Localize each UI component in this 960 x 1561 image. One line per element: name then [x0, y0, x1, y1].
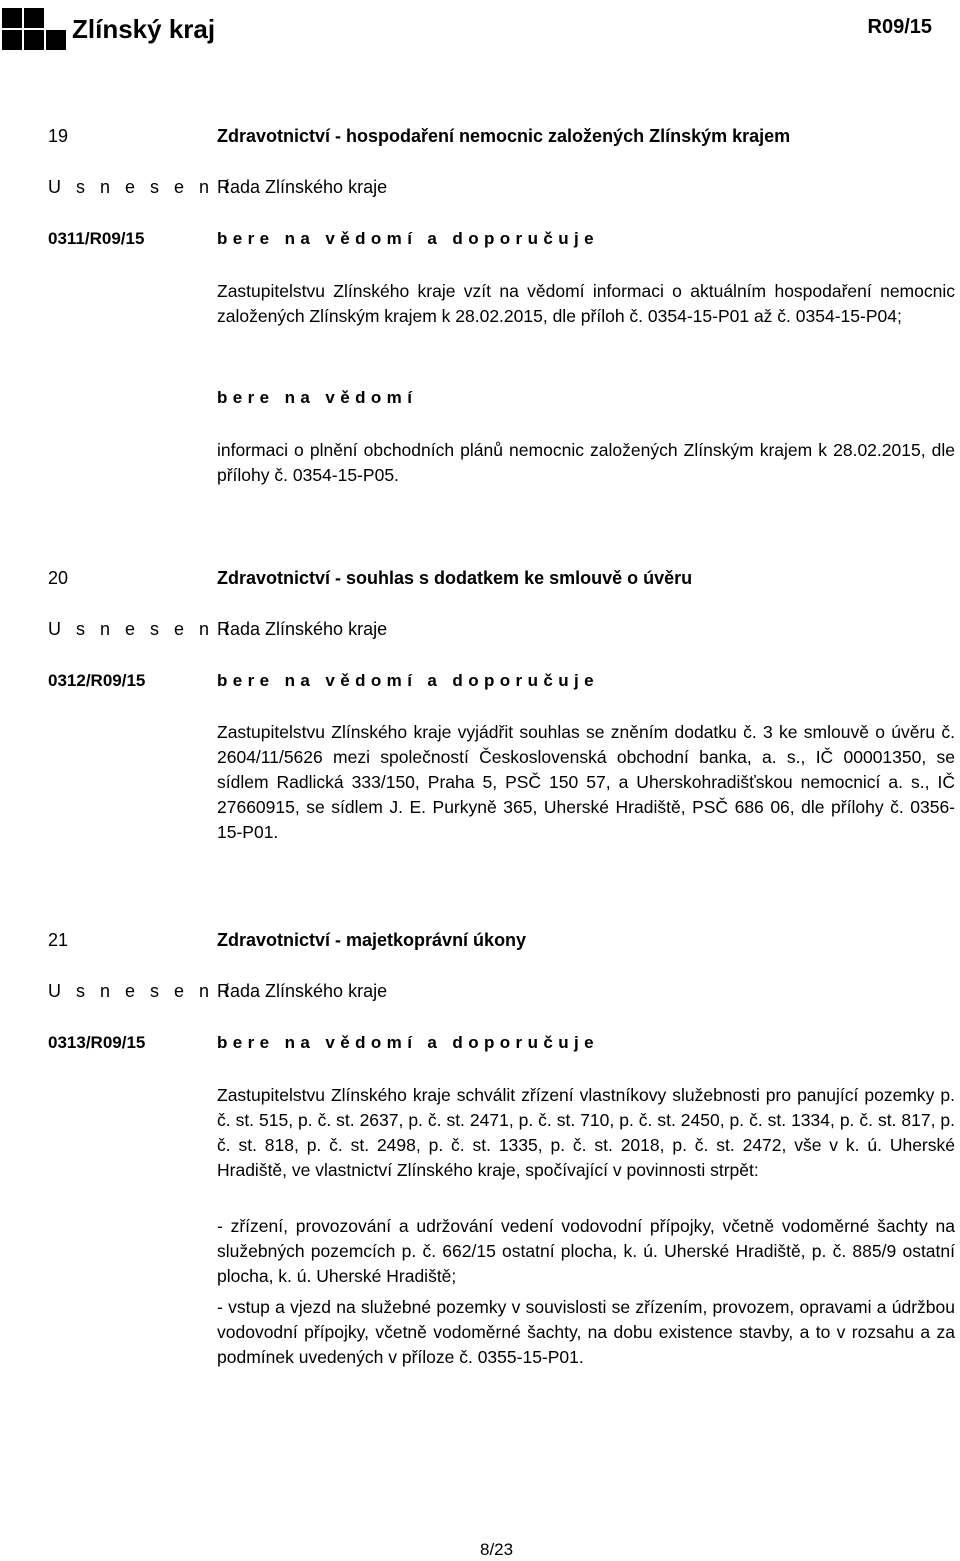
issuing-body: Rada Zlínského kraje: [217, 981, 388, 1001]
resolution-code: 0311/R09/15: [48, 229, 145, 248]
resolution-text: Zastupitelstvu Zlínského kraje schválit zřízení vlastníkovy služebnosti pro panující pozemky p. č. st. 515, p. č. st. 2637, p. č. st. 2471, p. č. st. 710, p. č. st. 2450, p. č. st. 1334, p. č. st. 817, p. č. st. 818, p. č. st. 2498, p. č. st. 1335, p. č. st. 2018, p. č. st. 2472, vše v k. ú. Uherské Hradiště, ve vlastnictví Zlínského kraje, spočívající v povinnosti strpět:: [217, 1085, 955, 1180]
item-title: Zdravotnictví - souhlas s dodatkem ke smlouvě o úvěru: [217, 568, 693, 588]
resolution-code: 0313/R09/15: [48, 1033, 146, 1052]
resolution-text-bullet-2: - vstup a vjezd na služebné pozemky v souvislosti se zřízením, provozem, opravami a údržbou vodovodní přípojky, včetně vodoměrné šachty, na dobu existence stavby, a to v rozsahu a za podmínek uvedených v příloze č. 0355-15-P01.: [217, 1297, 955, 1367]
item-title: Zdravotnictví - majetkoprávní úkony: [217, 930, 527, 950]
resolution-verb: bere na vědomí a doporučuje: [217, 1033, 599, 1052]
logo-text: Zlínský kraj: [72, 14, 216, 44]
zlinsky-kraj-logo: [0, 6, 216, 54]
resolution-label: U s n e s e n í: [48, 981, 235, 1001]
resolution-text-2: informaci o plnění obchodních plánů nemocnic založených Zlínským krajem k 28.02.2015, dle přílohy č. 0354-15-P05.: [217, 440, 955, 485]
item-number: 21: [48, 930, 69, 950]
resolution-label: U s n e s e n í: [48, 177, 235, 197]
resolution-text: Zastupitelstvu Zlínského kraje vzít na vědomí informaci o aktuálním hospodaření nemocnic založených Zlínským krajem k 28.02.2015, dle příloh č. 0354-15-P01 až č. 0354-15-P04;: [217, 281, 955, 326]
item-number: 19: [48, 126, 69, 146]
item-number: 20: [48, 568, 69, 588]
resolution-verb-2: bere na vědomí: [217, 388, 418, 407]
issuing-body: Rada Zlínského kraje: [217, 177, 388, 197]
resolution-code: 0312/R09/15: [48, 671, 146, 690]
resolution-verb: bere na vědomí a doporučuje: [217, 229, 599, 248]
resolution-text: Zastupitelstvu Zlínského kraje vyjádřit souhlas se zněním dodatku č. 3 ke smlouvě o úvěru č. 2604/11/5626 mezi společností Československá obchodní banka, a. s., IČ 00001350, se sídlem Radlická 333/150, Praha 5, PSČ 150 57, a Uherskohradišťskou nemocnicí a. s., IČ 27660915, se sídlem J. E. Purkyně 365, Uherské Hradiště, PSČ 686 06, dle přílohy č. 0356-15-P01.: [217, 722, 955, 842]
document-id: R09/15: [867, 16, 932, 38]
item-title: Zdravotnictví - hospodaření nemocnic založených Zlínským krajem: [217, 126, 791, 146]
resolution-verb: bere na vědomí a doporučuje: [217, 671, 599, 690]
issuing-body: Rada Zlínského kraje: [217, 619, 388, 639]
logo-grid-icon: [2, 8, 66, 52]
resolution-text-bullet-1: - zřízení, provozování a udržování vedení vodovodní přípojky, včetně vodoměrné šachty na služebných pozemcích p. č. 662/15 ostatní plocha, k. ú. Uherské Hradiště, p. č. 885/9 ostatní plocha, k. ú. Uherské Hradiště;: [217, 1216, 955, 1286]
page-number: 8/23: [480, 1540, 514, 1559]
resolution-label: U s n e s e n í: [48, 619, 235, 639]
